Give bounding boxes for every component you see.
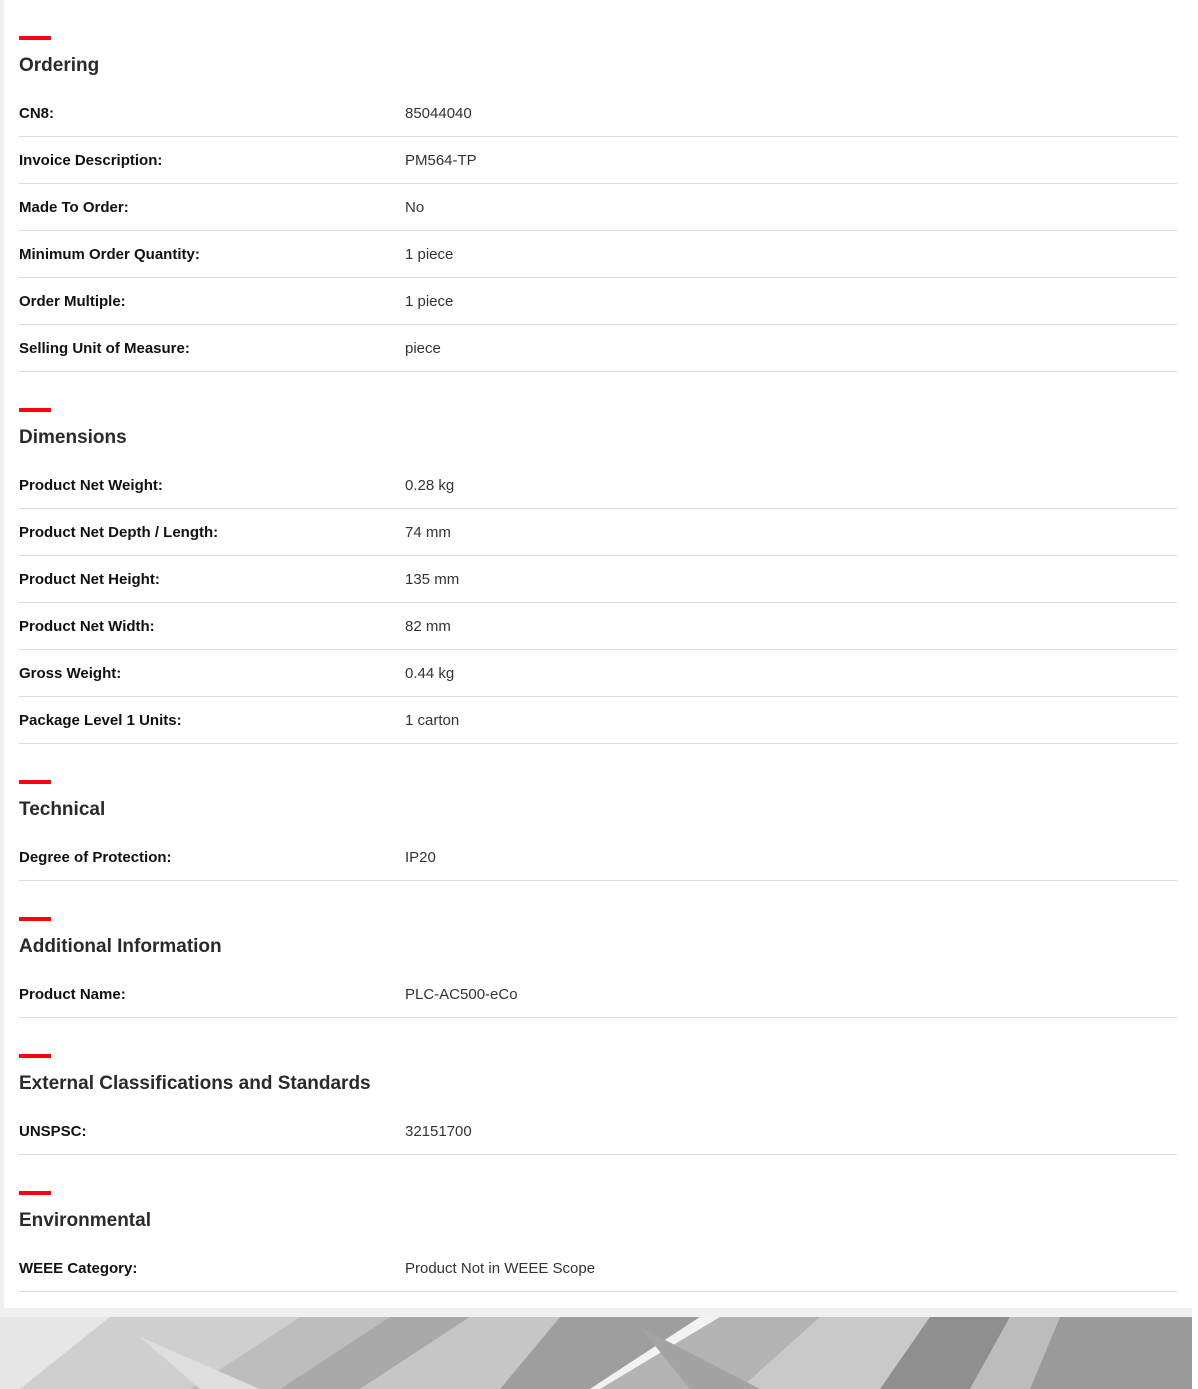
detail-label: Minimum Order Quantity: [19,245,200,263]
section-title: Dimensions [19,427,127,448]
detail-label: Invoice Description: [19,151,163,169]
detail-value: 0.28 kg [405,476,455,494]
detail-value: 0.44 kg [405,664,455,682]
section-title: Ordering [19,55,100,76]
detail-value: PLC-AC500-eCo [405,985,518,1003]
detail-row [19,90,1177,137]
detail-value: No [405,198,425,216]
section-accent-bar [19,36,51,40]
detail-row [19,231,1177,278]
detail-label: Gross Weight: [19,664,122,682]
detail-label: Package Level 1 Units: [19,711,182,729]
product-details [19,0,1177,1292]
section-accent-bar [19,1054,51,1058]
section-accent-bar [19,780,51,784]
section-title: Additional Information [19,936,222,957]
detail-row [19,1245,1177,1292]
detail-row [19,462,1177,509]
section-accent-bar [19,917,51,921]
detail-value: Product Not in WEEE Scope [405,1259,596,1277]
detail-row [19,834,1177,881]
detail-row [19,278,1177,325]
detail-label: Product Net Height: [19,570,160,588]
detail-value: 1 piece [405,245,454,263]
detail-row [19,603,1177,650]
detail-row [19,1108,1177,1155]
detail-row [19,697,1177,744]
section-additional-information [19,917,1177,1018]
detail-label: Product Net Width: [19,617,155,635]
section-ordering [19,36,1177,372]
footer-decorative-background [0,1317,1192,1389]
detail-row [19,650,1177,697]
detail-value: 82 mm [405,617,451,635]
detail-label: Order Multiple: [19,292,126,310]
polygon-pattern-graphic [0,1317,1192,1389]
detail-row [19,184,1177,231]
section-title: External Classifications and Standards [19,1073,371,1094]
detail-label: WEEE Category: [19,1259,138,1277]
detail-row [19,325,1177,372]
detail-row [19,971,1177,1018]
detail-label: Product Net Depth / Length: [19,523,219,541]
detail-label: Degree of Protection: [19,848,172,866]
detail-value: 85044040 [405,104,472,122]
detail-row [19,137,1177,184]
detail-label: Selling Unit of Measure: [19,339,190,357]
right-edge-strip [1192,0,1198,1389]
section-title: Technical [19,799,106,820]
detail-value: IP20 [405,848,436,866]
detail-value: 135 mm [405,570,460,588]
detail-value: 32151700 [405,1122,472,1140]
section-dimensions [19,408,1177,744]
product-details-card [4,0,1192,1308]
detail-value: 1 piece [405,292,454,310]
section-accent-bar [19,408,51,412]
detail-value: 1 carton [405,711,460,729]
section-external-classifications [19,1054,1177,1155]
detail-row [19,509,1177,556]
section-accent-bar [19,1191,51,1195]
detail-label: Product Name: [19,985,126,1003]
section-environmental [19,1191,1177,1292]
detail-value: 74 mm [405,523,451,541]
detail-label: Made To Order: [19,198,129,216]
section-technical [19,780,1177,881]
detail-label: UNSPSC: [19,1122,87,1140]
detail-row [19,556,1177,603]
section-title: Environmental [19,1210,151,1231]
detail-label: CN8: [19,104,55,122]
detail-value: piece [405,339,441,357]
detail-value: PM564-TP [405,151,477,169]
detail-label: Product Net Weight: [19,476,163,494]
